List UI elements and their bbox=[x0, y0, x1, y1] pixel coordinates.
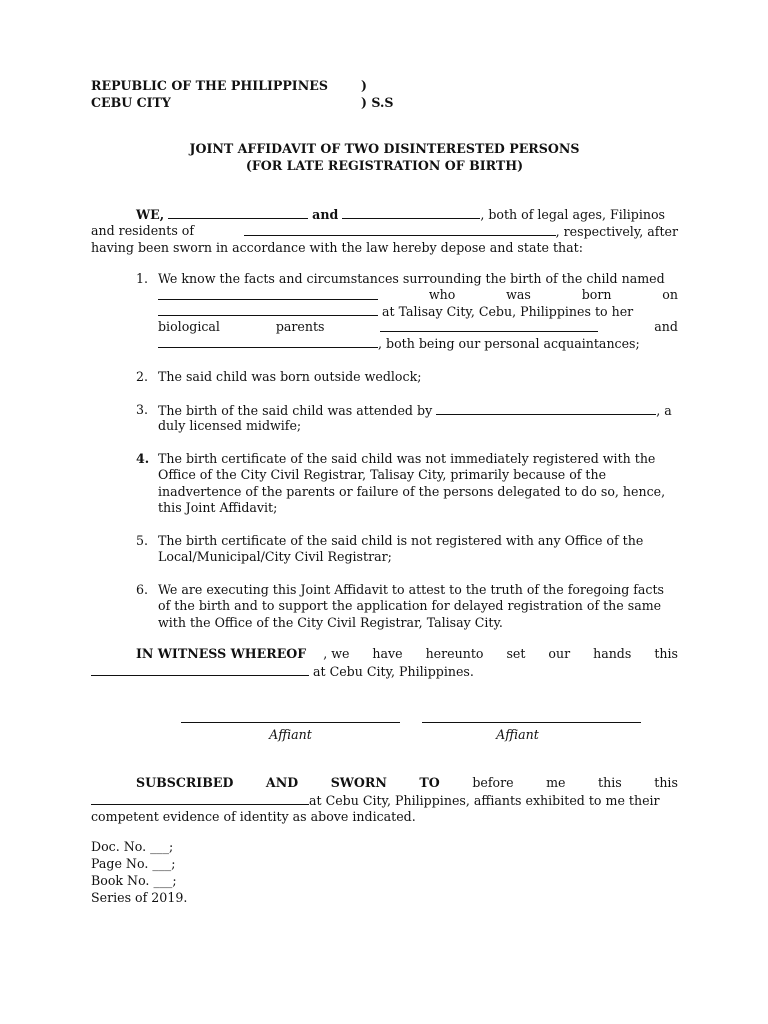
item-1-word: was bbox=[506, 287, 531, 303]
jurat-word: this bbox=[654, 775, 678, 790]
residences-blank[interactable] bbox=[244, 223, 556, 236]
witness-word: have bbox=[372, 646, 403, 661]
doc-no: Doc. No. ___; bbox=[91, 839, 174, 854]
item-1-line-5-suffix: , both being our personal acquaintances; bbox=[378, 336, 640, 352]
item-number: 2. bbox=[136, 369, 149, 384]
witness-date-blank[interactable] bbox=[91, 663, 309, 676]
item-4-line-3: inadvertence of the parents or failure of the persons delegated to do so, hence, bbox=[158, 483, 666, 499]
parent-2-name-blank[interactable] bbox=[158, 335, 378, 348]
list-item bbox=[136, 271, 678, 351]
witness-line-2-suffix: at Cebu City, Philippines. bbox=[313, 664, 474, 679]
item-number: 5. bbox=[136, 533, 149, 548]
item-2-line-1: The said child was born outside wedlock; bbox=[158, 369, 422, 384]
notarial-register bbox=[91, 839, 391, 907]
item-1-word: and bbox=[654, 319, 678, 335]
affiant-2-signature-line[interactable] bbox=[422, 722, 641, 723]
intro-after-names: , both of legal ages, Filipinos bbox=[480, 207, 666, 222]
venue-republic: REPUBLIC OF THE PHILIPPINES bbox=[91, 78, 328, 93]
witness-word: set bbox=[506, 646, 526, 661]
jurat-bold-word: TO bbox=[419, 775, 440, 790]
item-5-line-1: The birth certificate of the said child is not registered with any Office of the bbox=[158, 533, 644, 548]
page-no: Page No. ___; bbox=[91, 856, 176, 871]
venue-city: CEBU CITY bbox=[91, 95, 171, 110]
jurat-line-2-suffix: at Cebu City, Philippines, affiants exhibited to me their bbox=[309, 793, 660, 808]
intro-residents-prefix: and residents of bbox=[91, 223, 195, 238]
jurat-bold-word: SUBSCRIBED bbox=[136, 775, 234, 790]
intro-and: and bbox=[312, 207, 339, 222]
title-line-2: (FOR LATE REGISTRATION OF BIRTH) bbox=[245, 158, 524, 173]
item-1-word: who bbox=[428, 287, 456, 303]
item-1-word: born bbox=[581, 287, 612, 303]
jurat-bold-word: AND bbox=[265, 775, 299, 790]
item-4-line-1: The birth certificate of the said child was not immediately registered with the bbox=[158, 451, 656, 466]
witness-word: hands bbox=[593, 646, 632, 661]
jurat-word: this bbox=[598, 775, 622, 790]
item-1-word: biological bbox=[158, 319, 220, 335]
document-title bbox=[91, 141, 678, 175]
witness-word: our bbox=[548, 646, 571, 661]
child-name-blank[interactable] bbox=[158, 287, 378, 300]
list-item bbox=[136, 533, 678, 566]
witness-word: , we bbox=[323, 646, 350, 661]
item-6-line-2: of the birth and to support the application for delayed registration of the same bbox=[158, 598, 662, 614]
jurat-word: before bbox=[472, 775, 514, 790]
list-item bbox=[136, 402, 678, 434]
jurat-date-blank[interactable] bbox=[91, 792, 309, 805]
birth-date-blank[interactable] bbox=[158, 303, 378, 316]
list-item bbox=[136, 451, 678, 517]
item-3-line-2: duly licensed midwife; bbox=[158, 418, 302, 433]
witness-word: this bbox=[654, 646, 678, 661]
item-number: 1. bbox=[136, 271, 149, 286]
book-no: Book No. ___; bbox=[91, 873, 177, 888]
witness-bold: IN WITNESS WHEREOF bbox=[136, 646, 307, 661]
jurat-line-3: competent evidence of identity as above indicated. bbox=[91, 809, 416, 824]
series: Series of 2019. bbox=[91, 890, 188, 905]
intro-line-3: having been sworn in accordance with the law hereby depose and state that: bbox=[91, 240, 583, 255]
item-number: 4. bbox=[136, 451, 150, 466]
intro-residents-suffix: , respectively, after bbox=[555, 224, 678, 239]
parents-name-blank[interactable] bbox=[380, 319, 598, 332]
intro-we: WE, bbox=[136, 207, 165, 222]
item-number: 3. bbox=[136, 402, 149, 417]
item-4-line-2: Office of the City Civil Registrar, Talisay City, primarily because of the bbox=[158, 467, 607, 483]
item-3-prefix: The birth of the said child was attended by bbox=[158, 403, 433, 418]
item-1-word: on bbox=[662, 287, 678, 303]
item-3-suffix: , a bbox=[656, 403, 672, 418]
affiant-1-signature-line[interactable] bbox=[181, 722, 400, 723]
item-1-line-3-suffix: at Talisay City, Cebu, Philippines to her bbox=[382, 304, 634, 320]
affiant-1-name-blank[interactable] bbox=[168, 206, 308, 219]
list-item bbox=[136, 369, 678, 385]
venue-block bbox=[91, 78, 678, 112]
affiant-1-label: Affiant bbox=[269, 727, 312, 742]
jurat-bold-word: SWORN bbox=[330, 775, 387, 790]
witness-word: hereunto bbox=[425, 646, 484, 661]
midwife-name-blank[interactable] bbox=[436, 402, 656, 415]
list-item bbox=[136, 582, 678, 631]
item-1-word: parents bbox=[275, 319, 325, 335]
item-1-line-1: We know the facts and circumstances surrounding the birth of the child named bbox=[158, 271, 665, 286]
item-5-line-2: Local/Municipal/City Civil Registrar; bbox=[158, 549, 392, 565]
venue-paren-1: ) bbox=[361, 78, 367, 93]
venue-paren-2: ) S.S bbox=[361, 95, 394, 110]
item-6-line-1: We are executing this Joint Affidavit to attest to the truth of the foregoing facts bbox=[158, 582, 665, 597]
witness-paragraph bbox=[91, 646, 678, 680]
affiant-2-name-blank[interactable] bbox=[342, 206, 480, 219]
jurat-paragraph bbox=[91, 775, 678, 825]
intro-paragraph bbox=[91, 206, 678, 256]
item-6-line-3: with the Office of the City Civil Registrar, Talisay City. bbox=[158, 614, 503, 630]
jurat-word: me bbox=[546, 775, 566, 790]
title-line-1: JOINT AFFIDAVIT OF TWO DISINTERESTED PERSONS bbox=[189, 141, 580, 156]
item-4-line-4: this Joint Affidavit; bbox=[158, 500, 278, 516]
item-number: 6. bbox=[136, 582, 149, 597]
affiant-2-label: Affiant bbox=[496, 727, 539, 742]
